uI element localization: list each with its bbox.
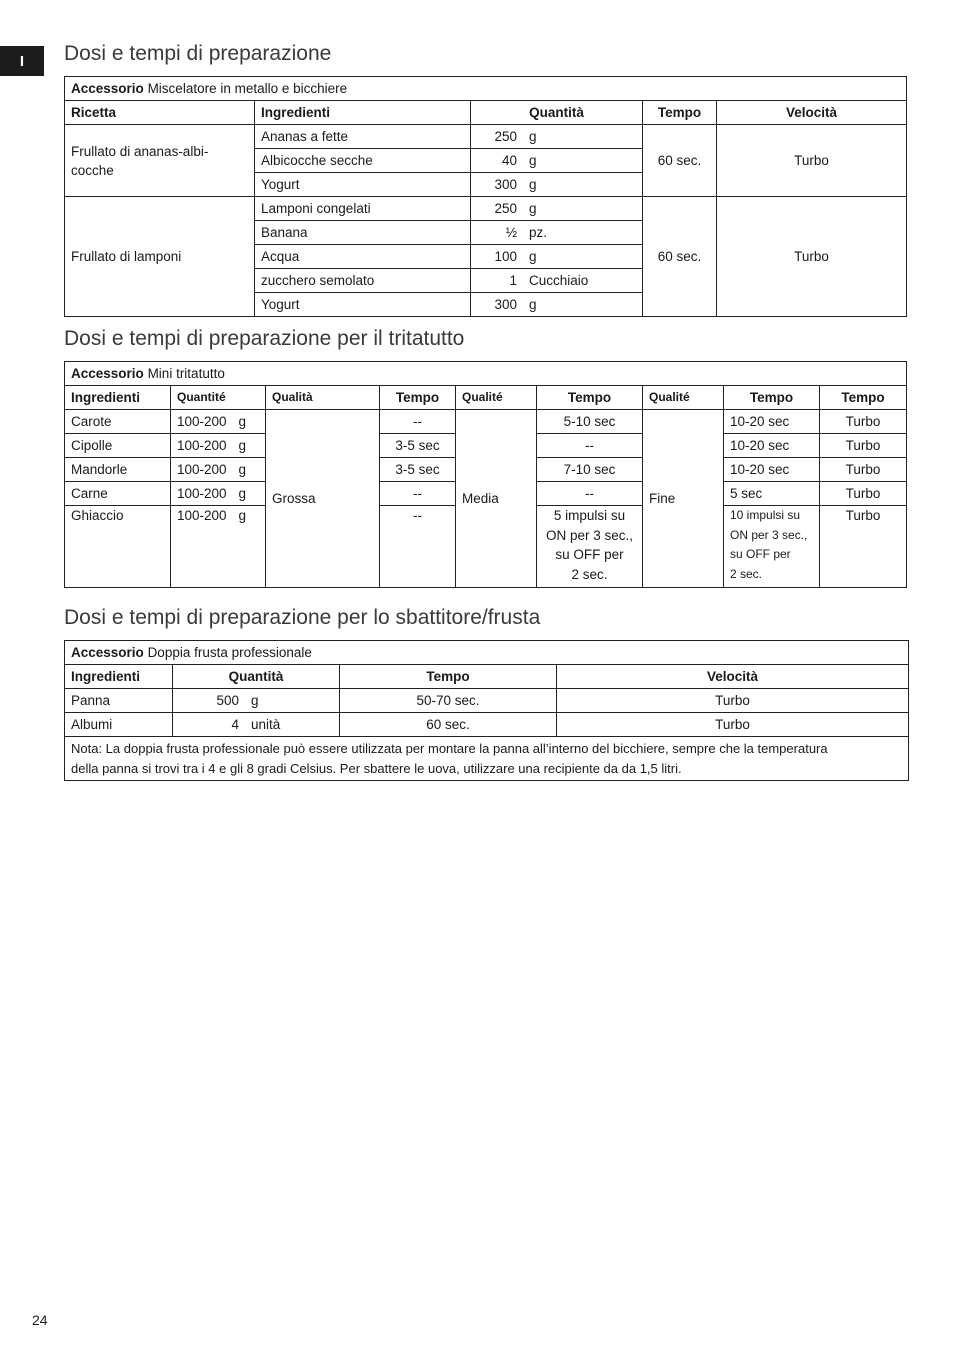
accessory-row: Accessorio Doppia frusta professionale: [65, 641, 909, 665]
table-row: Yogurt 300 g: [65, 293, 907, 317]
table-row: Frullato di ananas-albi-cocche Ananas a fette 250 g 60 sec. Turbo: [65, 125, 907, 149]
table-row: Carne 100-200 g -- -- 5 sec Turbo: [65, 482, 907, 506]
language-tab: I: [0, 46, 44, 76]
table-header-row: Ingredienti Quantité Qualità Tempo Qualité Tempo Qualité Tempo Tempo: [65, 386, 907, 410]
chopper-table: [64, 361, 907, 588]
table-row: zucchero semolato 1 Cucchiaio: [65, 269, 907, 293]
quality-fine: Fine: [643, 410, 724, 588]
table-header-row: Ricetta Ingredienti Quantità Tempo Velocità: [65, 101, 907, 125]
recipe-name: Frullato di ananas-albi-cocche: [65, 125, 255, 197]
quality-medium: Media: [456, 410, 537, 588]
table-row: Mandorle 100-200 g 3-5 sec 7-10 sec 10-20 sec Turbo: [65, 458, 907, 482]
blender-table: [64, 76, 907, 317]
whisk-table: [64, 640, 909, 781]
quality-coarse: Grossa: [266, 410, 380, 588]
note-row: Nota: La doppia frusta professionale può essere utilizzata per montare la panna all’interno del bicchiere, sempre che la temperatura della panna si trovi tra i 4 e gli 8 gradi Celsius. Per sbattere le uova, utilizzare una recipiente da da 1,5 litri.: [65, 737, 909, 781]
table-row: Cipolle 100-200 g 3-5 sec -- 10-20 sec Turbo: [65, 434, 907, 458]
table-row: Acqua 100 g: [65, 245, 907, 269]
table-row: Albicocche secche 40 g: [65, 149, 907, 173]
accessory-row: Accessorio Mini tritatutto: [65, 362, 907, 386]
table-row: Banana ½ pz.: [65, 221, 907, 245]
recipe-name: Frullato di lamponi: [65, 197, 255, 317]
section-title-blender: Dosi e tempi di preparazione: [64, 42, 332, 65]
table-row: Albumi 4 unità 60 sec. Turbo: [65, 713, 909, 737]
table-row: Panna 500 g 50-70 sec. Turbo: [65, 689, 909, 713]
accessory-row: Accessorio Miscelatore in metallo e bicchiere: [65, 77, 907, 101]
section-title-whisk: Dosi e tempi di preparazione per lo sbattitore/frusta: [64, 606, 541, 629]
table-row: Ghiaccio 100-200 g -- 5 impulsi su ON per 3 sec., su OFF per 2 sec. 10 impulsi su ON per 3 sec., su OFF per 2 sec. Turbo: [65, 506, 907, 588]
section-title-chopper: Dosi e tempi di preparazione per il tritatutto: [64, 327, 465, 350]
page-number: 24: [32, 1312, 48, 1328]
table-row: Carote 100-200 g Grossa -- Media 5-10 sec Fine 10-20 sec Turbo: [65, 410, 907, 434]
table-row: Frullato di lamponi Lamponi congelati 250 g 60 sec. Turbo: [65, 197, 907, 221]
table-header-row: Ingredienti Quantità Tempo Velocità: [65, 665, 909, 689]
table-row: Yogurt 300 g: [65, 173, 907, 197]
